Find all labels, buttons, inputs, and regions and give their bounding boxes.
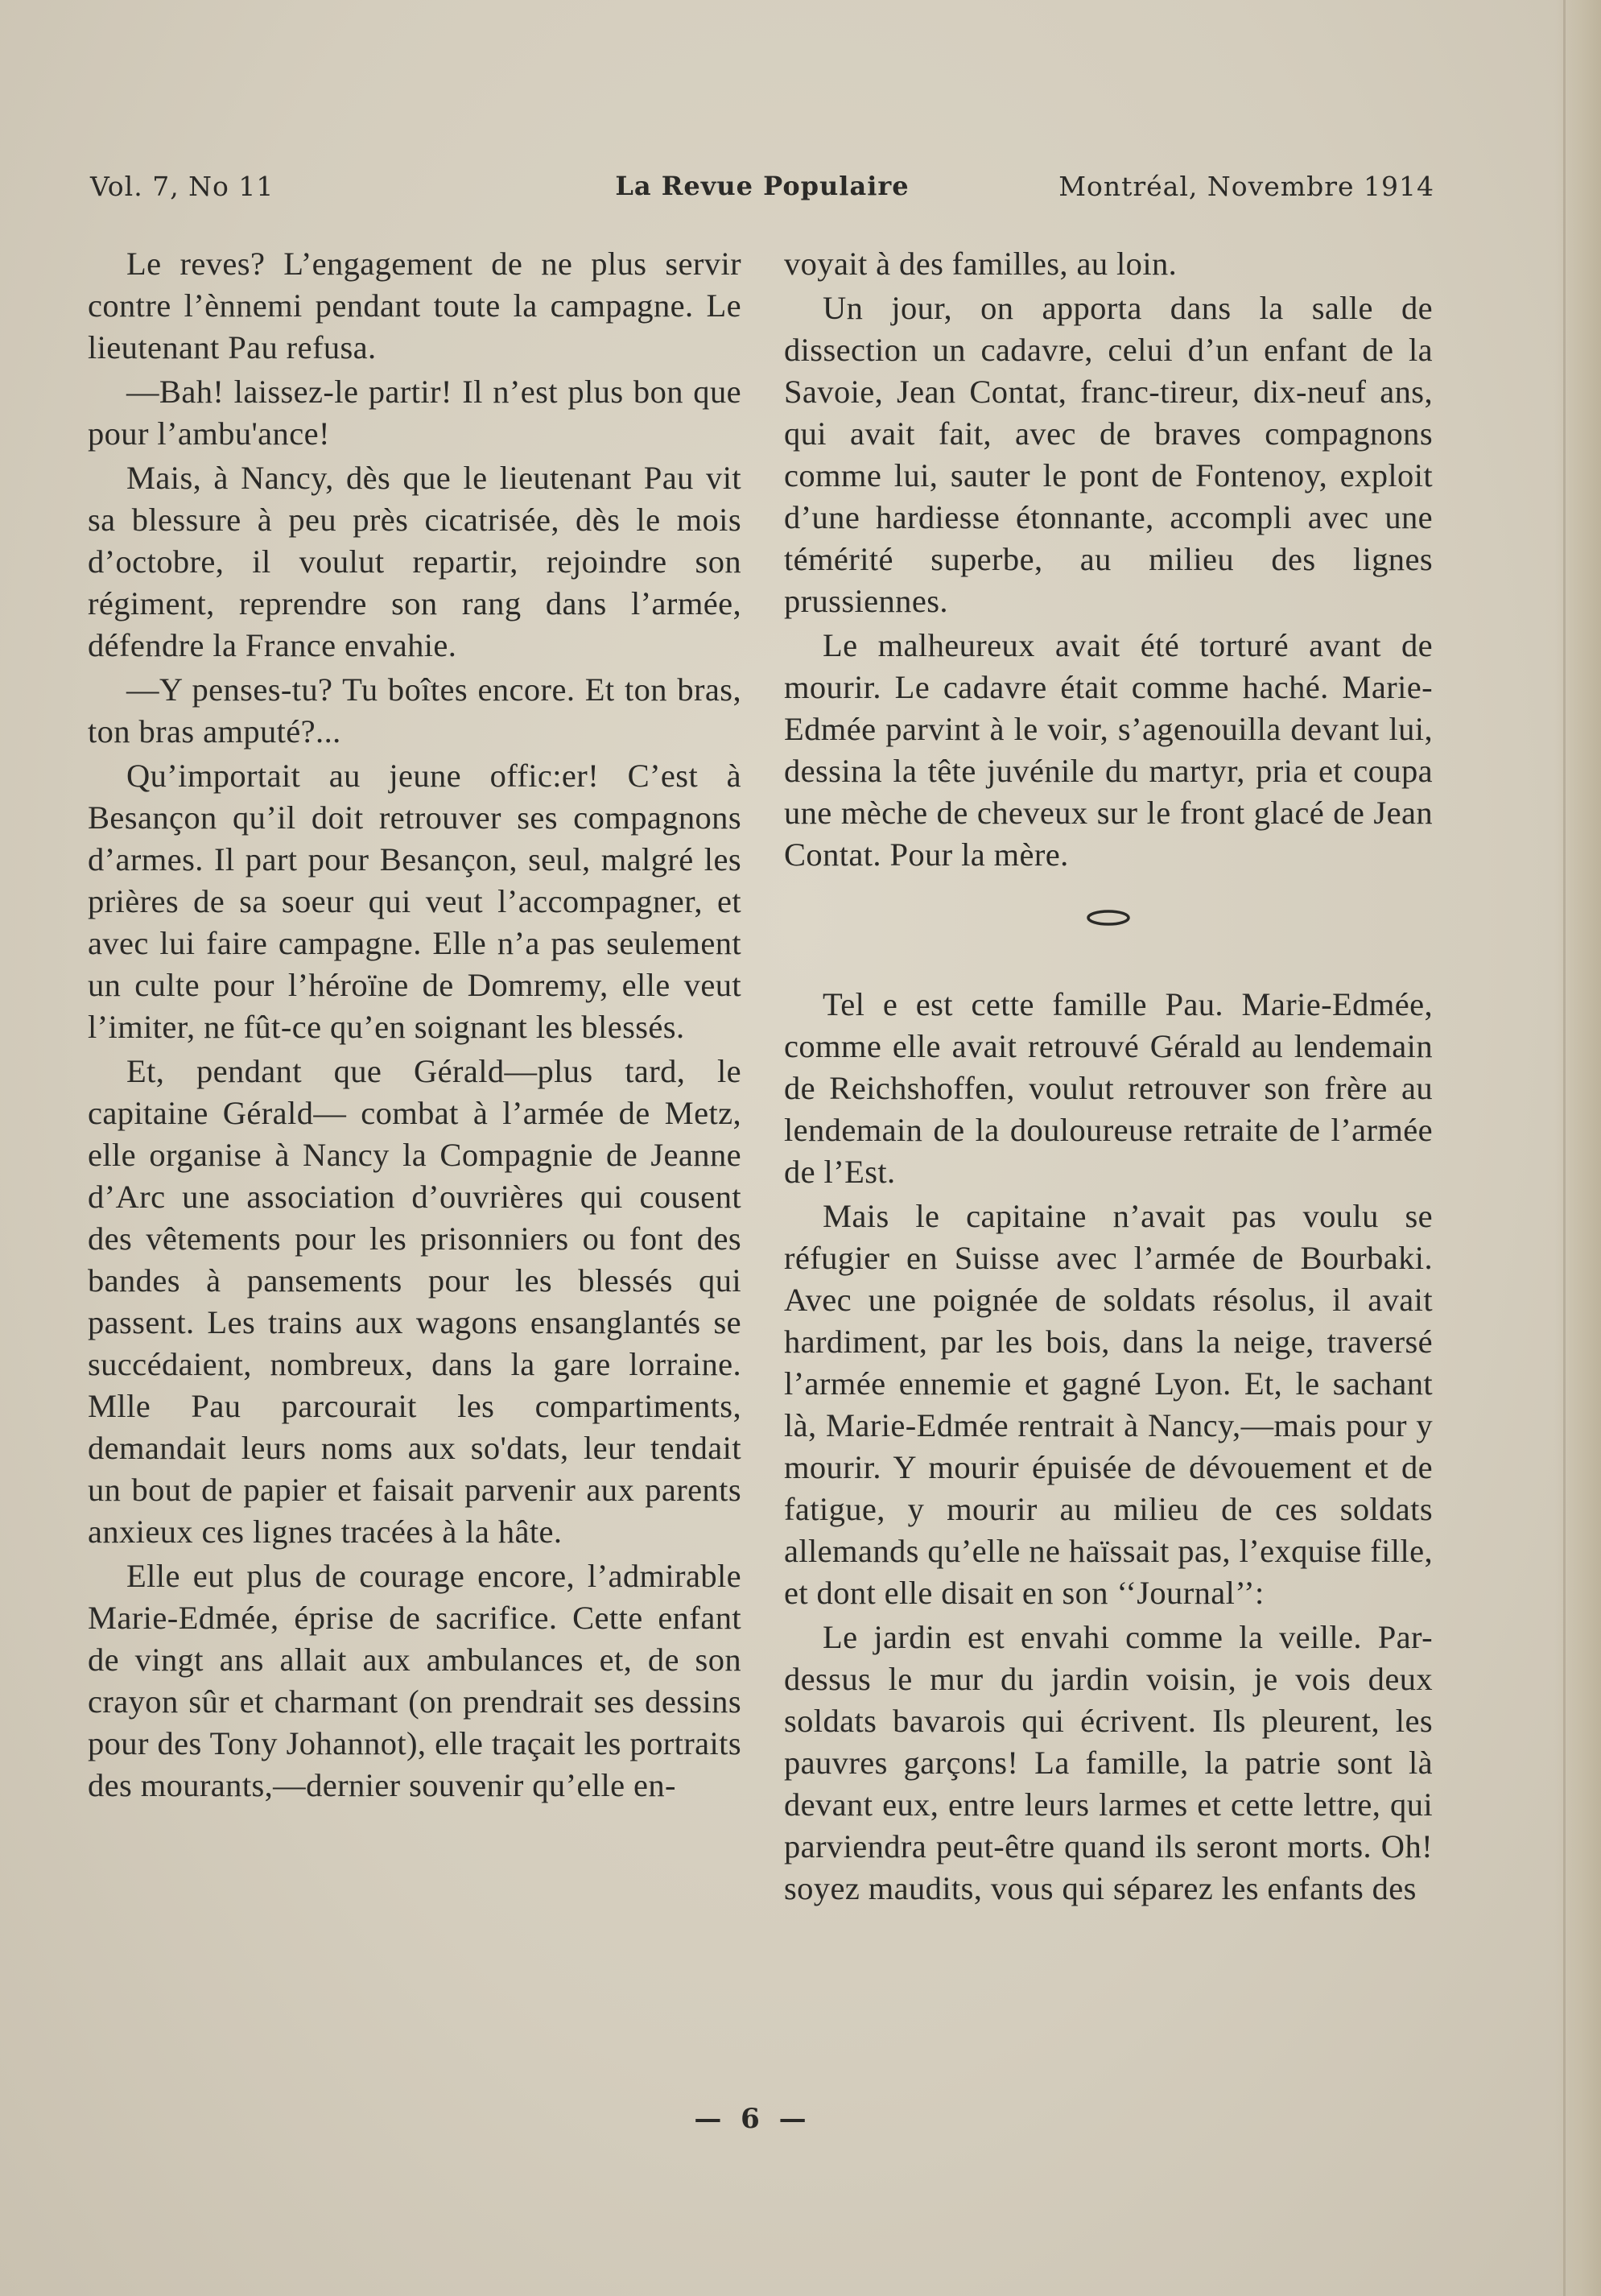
section-divider-ornament-icon bbox=[1086, 908, 1131, 927]
page-number: — 6 — bbox=[694, 2103, 811, 2135]
paragraph: Mais, à Nancy, dès que le lieutenant Pau vit sa blessure à peu près cicatrisée, dès le mois d’octobre, il voulut repartir, rejoindre son régiment, reprendre son rang dans l’armée, défendre la France envahie. bbox=[88, 460, 741, 663]
left-column bbox=[88, 243, 741, 2054]
paragraph: Le reves? L’engagement de ne plus servir contre l’ènnemi pendant toute la campagne. Le lieutenant Pau refusa. bbox=[88, 246, 741, 365]
running-header bbox=[90, 171, 1434, 211]
paragraph: Qu’importait au jeune offic:er! C’est à Besançon qu’il doit retrouver ses compagnons d’armes. Il part pour Besançon, seul, malgré les prières de sa soeur qui veut l’accompagner, et avec lui faire campagne. Elle n’a pas seulement un culte pour l’héroïne de Domremy, elle veut l’imiter, ne fût-ce qu’en soignant les blessés. bbox=[88, 758, 741, 1045]
paragraph: Et, pendant que Gérald—plus tard, le capitaine Gérald— combat à l’armée de Metz, elle organise à Nancy la Compagnie de Jeanne d’Arc une association d’ouvrières qui cousent des vêtements pour les prisonniers ou font des bandes à pansements pour les blessés qui passent. Les trains aux wagons ensanglantés se succédaient, nombreux, dans la gare lorraine. Mlle Pau parcourait les compartiments, demandait leurs noms aux so'dats, leur tendait un bout de papier et faisait parvenir aux parents anxieux ces lignes tracées à la hâte. bbox=[88, 1053, 741, 1550]
header-date: Montréal, Novembre 1914 bbox=[1058, 171, 1434, 202]
right-column bbox=[784, 243, 1433, 2054]
paragraph: Tel e est cette famille Pau. Marie-Edmée, comme elle avait retrouvé Gérald au lendemain de Reichshoffen, voulut retrouver son frère au lendemain de la douloureuse retraite de l’armée de l’Est. bbox=[784, 986, 1433, 1190]
paragraph: voyait à des familles, au loin. bbox=[784, 246, 1178, 282]
paragraph: —Y penses-tu? Tu boîtes encore. Et ton bras, ton bras amputé?... bbox=[88, 671, 741, 750]
paragraph: Elle eut plus de courage encore, l’admirable Marie-Edmée, éprise de sacrifice. Cette enfant de vingt ans allait aux ambulances et, de son crayon sûr et charmant (on prendrait ses dessins pour des Tony Johannot), elle traçait les portraits des mourants,—dernier souvenir qu’elle en- bbox=[88, 1558, 741, 1803]
header-title: La Revue Populaire bbox=[615, 171, 910, 201]
page-edge-shadow bbox=[1554, 0, 1601, 2296]
paragraph: Un jour, on apporta dans la salle de dissection un cadavre, celui d’un enfant de la Savoie, Jean Contat, franc-tireur, dix-neuf ans, qui avait fait, avec de braves compagnons comme lui, sauter le pont de Fontenoy, exploit d’une hardiesse étonnante, accompli avec une témérité superbe, au milieu des lignes prussiennes. bbox=[784, 290, 1433, 619]
paragraph: —Bah! laissez-le partir! Il n’est plus bon que pour l’ambu'ance! bbox=[88, 374, 741, 452]
paragraph: Le malheureux avait été torturé avant de mourir. Le cadavre était comme haché. Marie-Edmée parvint à le voir, s’agenouilla devant lui, dessina la tête juvénile du martyr, pria et coupa une mèche de cheveux sur le front glacé de Jean Contat. Pour la mère. bbox=[784, 627, 1433, 873]
paragraph: Mais le capitaine n’avait pas voulu se réfugier en Suisse avec l’armée de Bourbaki. Avec une poignée de soldats résolus, il avait hardiment, par les bois, dans la neige, traversé l’armée ennemie et gagné Lyon. Et, le sachant là, Marie-Edmée rentrait à Nancy,—mais pour y mourir. Y mourir épuisée de dévouement et de fatigue, y mourir au milieu de ces soldats allemands qu’elle ne haïssait pas, l’exquise fille, et dont elle disait en son ‘‘Journal’’: bbox=[784, 1198, 1433, 1611]
header-volume: Vol. 7, No 11 bbox=[90, 171, 274, 202]
page-edge-line bbox=[1563, 0, 1566, 2296]
paragraph: Le jardin est envahi comme la veille. Par-dessus le mur du jardin voisin, je vois deux soldats bavarois qui écrivent. Ils pleurent, les pauvres garçons! La famille, la patrie sont là devant eux, entre leurs larmes et cette lettre, qui parviendra peut-être quand ils seront morts. Oh! soyez maudits, vous qui séparez les enfants des bbox=[784, 1619, 1433, 1906]
